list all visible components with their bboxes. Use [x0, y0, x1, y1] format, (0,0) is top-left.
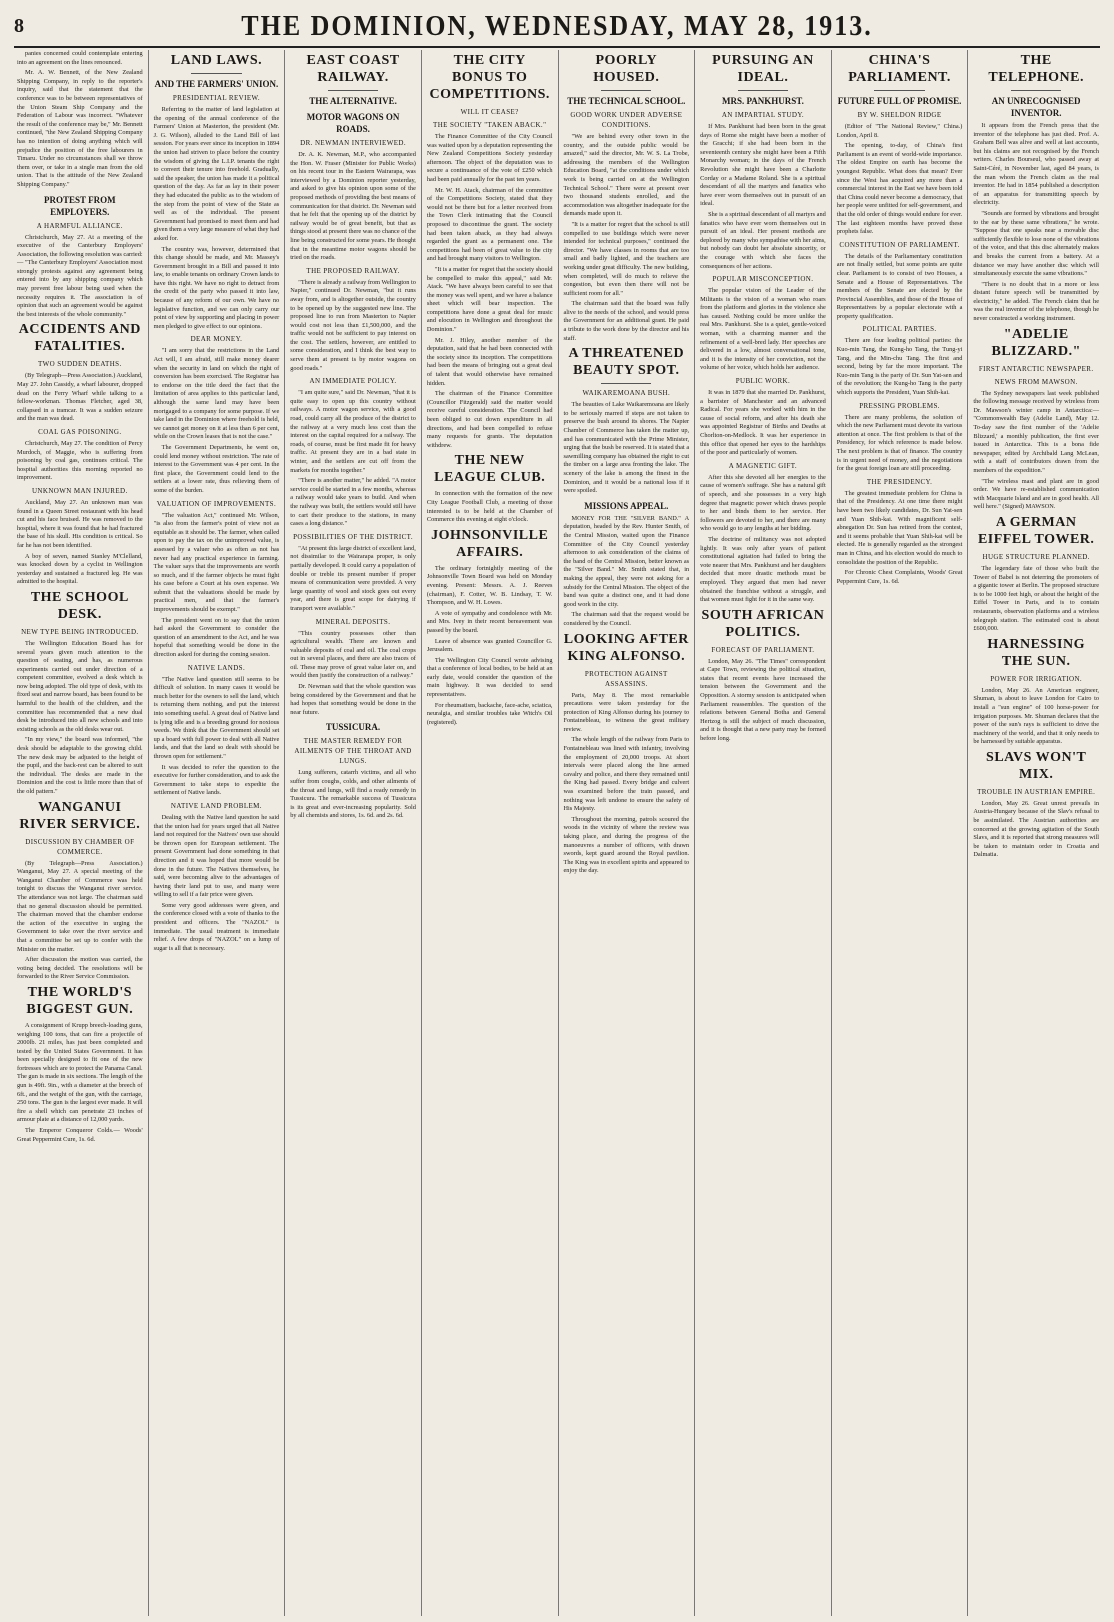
article-paragraph: (By Telegraph—Press Association.) Wanganui, May 27. A special meeting of the Wanganui Chamber of Commerce was held tonight to discuss the Wanganui river service. The attendance was not large. The chairman said that no general discussion should be permitted. The chairman moved that the chamber endorse the action of the executive in urging the Government to take over the river service and that a committee be set up to confer with the Minister on the matter. [17, 859, 143, 953]
article-paragraph: "There is already a railway from Wellington to Napier," continued Dr. Newman, "but it runs away from, and is altogether outside, the country to be opened up by the suggested new line. The proposed line to run from Masterton to Napier would cost not less than £1,500,000, and the traffic would not be sufficient to pay interest on the cost. The settlers, however, are entitled to some consideration, and I think the best way to serve them at present is by motor wagons on good roads." [290, 278, 416, 372]
article-subheading: PROTEST FROM EMPLOYERS. [44, 194, 116, 217]
column-4 [422, 50, 559, 1616]
article-paragraph: (Editor of "The National Review," China.) London, April 8. [836, 123, 963, 139]
article-paragraph: The Wellington City Council wrote advising that a conference of local bodies, to be held at an early date, would consider the question of the main highway. It was decided to send representatives. [426, 656, 553, 699]
article-paragraph: "The valuation Act," continued Mr. Wilson, "is also from the farmer's point of view not as equitable as it should be. The farmer, when called upon to pay the tax on the unimproved value, is assessed by a valuer who as often as not has never had any practical experience in farming. The valuer says that the improvements are worth so much, and if the farmer objects he must fight his case before a Court at his own expense. We submit that the valuations should be made by practical men, and that the farmer's improvements should be exempt." [153, 511, 280, 614]
article-paragraph: The ordinary fortnightly meeting of the Johnsonville Town Board was held on Monday evening. Present: Messrs. A. J. Reeves (chairman), F. Cotter, W. B. Lindsay, T. W. Thompson, and W. H. Lowes. [426, 564, 553, 607]
article-headline: LAND LAWS. [170, 53, 263, 68]
article-headline: THE CITY BONUS TO COMPETITIONS. [429, 53, 550, 102]
article-headline: A THREATENED BEAUTY SPOT. [568, 346, 685, 379]
article-paragraph: The chairman of the Finance Committee (Councillor Fitzgerald) said the matter would receive careful consideration. The Council had been obliged to cut down expenditure in all directions, and had been compelled to refuse many requests for grants. The deputation withdrew. [426, 390, 553, 449]
article-subheading: AN UNRECOGNISED INVENTOR. [991, 96, 1081, 118]
article-paragraph: The greatest immediate problem for China is that of the Presidency. At one time there might have been two likely candidates, Dr. Sun Yat-sen and Yuan Shih-kai. With magnificent self-abnegation Dr. Sun has retired from the contest, and it seems probable that Yuan Shih-kai will be elected. He is generally regarded as the strongest man in China, and his election would do much to consolidate the position of the Republic. [836, 489, 963, 566]
article-paragraph: Referring to the matter of land legislation at the opening of the annual conference of the Farmers' Union at Masterton, the president (Mr. J. G. Wilson), alluded to the Land Bill of last session. For years ever since its inception in 1894 the union had striven to place before the country the wisdom of giving the L.I.P. tenants the right to convert their tenure into freehold. Gradually, said the speaker, the union has made it a political question of the day. As far as lay in their power they had educated the public as to the wisdom of the step from the point of view of the State as well as of the individual. The present Government had promised to meet them and had given them a very large measure of what they had asked for. [153, 106, 280, 242]
article-kicker: POPULAR MISCONCEPTION. [712, 275, 814, 284]
article-paragraph: The chairman said that the board was fully alive to the needs of the school, and would press the Government for an additional grant. He paid a tribute to the work done by the director and his staff. [563, 300, 690, 342]
article-paragraph: The president went on to say that the union had asked the Government to consider the question of an amendment to the Act, and he was hopeful that something would be done in the direction asked for during the coming session. [153, 616, 280, 659]
article-paragraph: The legendary fate of those who built the Tower of Babel is not deterring the promoters of a gigantic tower at Berlin. The proposed structure is to be 1000 feet high, or about the height of the Eiffel Tower in Paris, and is to contain restaurants, observation platforms and a wireless telegraph station. The estimated cost is about £600,000. [973, 564, 1099, 633]
headline-rule [738, 90, 788, 91]
article-kicker: POSSIBILITIES OF THE DISTRICT. [293, 532, 413, 541]
article-paragraph: "I am sorry that the restrictions in the Land Act will, I am afraid, still make money dearer when the security in land on which the right of conversion has been exercised. The Registrar has to endorse on the title deed the fact that the limitation of area applies to this particular land, although the same land may have been mortgaged to a company for some purpose. If we take land in the Dominion where freehold is held, we cannot get money on it at less than 6 per cent, while on the Crown leases that is not the case." [153, 347, 280, 441]
article-headline: A GERMAN EIFFEL TOWER. [977, 514, 1095, 547]
article-kicker: THE SOCIETY "TAKEN ABACK." [433, 121, 547, 129]
article-paragraph: Auckland, May 27. An unknown man was found in a Queen Street restaurant with his head cut and his face bruised. He was removed to the hospital, where it was found that he had fractured the base of his skull. His condition is critical. So far he has not been identified. [17, 498, 143, 549]
article-kicker: TROUBLE IN AUSTRIAN EMPIRE. [977, 787, 1096, 796]
article-kicker: MINERAL DEPOSITS. [315, 617, 391, 626]
article-kicker: POLITICAL PARTIES. [862, 325, 937, 334]
column-7 [832, 50, 969, 1616]
article-paragraph: London, May 26. "The Times" correspondent at Cape Town, reviewing the political situation, states that recent events have increased the tension between the Government and the Opposition. A stormy session is anticipated when Parliament reassembles. The question of the relations between General Botha and General Hertzog is still the subject of much discussion, and it is thought that a new party may be formed before long. [700, 657, 826, 743]
article-paragraph: It was in 1879 that she married Dr. Pankhurst, a barrister of Manchester and an advanced Radical. For years she worked with him in the cause of social reform, and after his death she was appointed Registrar of Births and Deaths at Chorlton-on-Medlock. It was her experience in this office that opened her eyes to the hardships of the poor and particularly of women. [700, 389, 826, 457]
article-kicker: THE PRESIDENCY. [866, 477, 933, 486]
article-headline: ACCIDENTS AND FATALITIES. [18, 322, 141, 355]
article-kicker: TWO SUDDEN DEATHS. [38, 360, 122, 369]
article-paragraph: A vote of sympathy and condolence with Mr. and Mrs. Ivey in their recent bereavement was passed by the board. [426, 609, 553, 634]
article-paragraph: Paris, May 8. The most remarkable precautions were taken yesterday for the protection of King Alfonso during his journey to Fontainebleau, to witness the great military review. [563, 691, 690, 733]
article-kicker: BY W. SHELDON RIDGE [857, 111, 942, 119]
article-kicker: WILL IT CEASE? [460, 108, 519, 116]
article-paragraph: Christchurch, May 27. The condition of Percy Murdoch, of Maggie, who is suffering from poisoning by coal gas, continues critical. The hospital authorities this morning reported no improvement. [17, 440, 143, 482]
article-paragraph: The country was, however, determined that this change should be made, and Mr. Massey's Government brought in a Bill and passed it into law, to enable tenants on ordinary Crown lands to have this right. We have no right to detract from the credit of the party who passed it into law, because of any reform of our own. We have no legislative function, and we can only carry our point of view by supporting and placing in power men pledged to give effect to our opinions. [153, 245, 280, 330]
article-kicker: CONSTITUTION OF PARLIAMENT. [839, 240, 960, 249]
article-paragraph: Mr. A. W. Bennett, of the New Zealand Shipping Company, in reply to the reporter's inquiry, said that the statement that the conference was to be between representatives of the Union Steam Ship Company and the Federation of Labour was incorrect. "Whatever the result of the conference may be," Mr. Bennett continued, "the New Zealand Shipping Company has no intention of doing anything which will prejudice the position of the free labourers in Timaru. Under no circumstances shall we throw them over, or take in a single man from the old union. That is the attitude of the New Zealand Shipping Company." [17, 69, 143, 188]
article-paragraph: The doctrine of militancy was not adopted lightly. It was only after years of patient constitutional agitation had failed to bring the vote nearer that Mrs. Pankhurst and her daughters decided that more drastic methods must be employed. They argued that men had never obtained the franchise without a struggle, and that women must fight for it in the same way. [700, 535, 826, 604]
article-paragraph: A consignment of Krupp breech-loading guns, weighing 100 tons, that can fire a projectile of 2000lb. 21 miles, has just been completed and tested by the United States Government. It has been specially designed to fit one of the new fortresses which are to protect the Panama Canal. The gun is made in six sections. The length of the gun is 49ft. 9in., with a diameter at the breech of 6ft., and the weight of the gun, with the carriage, 250 tons. The gun is the largest ever made. It will fire a shell which can penetrate 23 inches of armour plate at a distance of 12,000 yards. [17, 1021, 143, 1124]
article-paragraph: The details of the Parliamentary constitution are not finally settled, but some points are quite clear. Parliament is to consist of two Houses, a Senate and a House of Representatives. The members of the Senate are elected by the Provincial Assemblies, and those of the House of Representatives by a popular electorate with a property qualification. [836, 252, 963, 320]
article-paragraph: The opening, to-day, of China's first Parliament is an event of world-wide importance. The oldest Empire on earth has become the youngest Republic. What does that mean? Ever since the West has acquired any more than a commercial interest in the East we have been told that China could never become a democracy, that her people were unfitted for self-government, and that the old order of things would endure for ever. The last eighteen months have proved these prophets false. [836, 142, 963, 236]
column-5 [559, 50, 696, 1616]
article-kicker: NATIVE LANDS. [187, 663, 246, 672]
headline-rule [601, 90, 651, 91]
article-kicker: NEWS FROM MAWSON. [994, 377, 1078, 386]
article-headline: THE NEW LEAGUE CLUB. [434, 453, 546, 486]
headline-rule [1011, 90, 1061, 91]
article-paragraph: "There is no doubt that in a more or less distant future speech will be transmitted by electricity," he added. The French claim that he was the real inventor of the telephone, though he never constructed a working instrument. [973, 280, 1099, 323]
article-paragraph: There are four leading political parties: the Kuo-min Tang, the Kung-ho Tang, the Tung-yi Tang, and the Min-chu Tang. The first and second, being by far the more important. The Kuo-min Tang is the party of Dr. Sun Yat-sen and of the revolution; the Kung-ho Tang is the party which supports the President, Yuan Shih-kai. [836, 337, 963, 397]
article-subheading: MOTOR WAGONS ON ROADS. [306, 112, 400, 134]
article-headline: HARNESSING THE SUN. [987, 636, 1085, 669]
article-paragraph: The Finance Committee of the City Council was waited upon by a deputation representing the New Zealand Competitions Society yesterday afternoon. The object of the deputation was to secure a continuance of the vote of £250 which had been paid annually for the past ten years. [426, 133, 553, 183]
article-kicker: NATIVE LAND PROBLEM. [170, 801, 262, 810]
article-subheading: MRS. PANKHURST. [721, 96, 804, 106]
article-paragraph: "At present this large district of excellent land, not dissimilar to the Wairarapa proper, is only partially developed. It could carry a population of double or treble its present number if proper means of communication were provided. A very large quantity of wool and stock goes out every year, and there is great scope for dairying if transport were available." [290, 544, 416, 612]
article-paragraph: "There is another matter," he added. "A motor service could be started in a few months, whereas a railway would take years to build. And when the railway was built, the settlers would still have to cart their produce to the stations, in many cases a long distance." [290, 477, 416, 528]
article-kicker: FIRST ANTARCTIC NEWSPAPER. [978, 364, 1094, 373]
article-paragraph: She is a spiritual descendant of all martyrs and fanatics who have ever worn themselves out in pursuit of an ideal. Her present methods are deplored by many who sympathise with her aims, but nobody can doubt her absolute sincerity, or the courage with which she faces the consequences of her actions. [700, 210, 826, 270]
article-paragraph: The beauties of Lake Waikaremoana are likely to be seriously marred if steps are not taken to preserve the bush around its shores. The Napier Chamber of Commerce has taken the matter up, and has communicated with the Prime Minister, urging that the bush be reserved. It is stated that a sawmilling company has obtained the right to cut the timber on a large area fronting the lake. The scenery of the lake is among the finest in the Dominion, and it would be a national loss if it were spoiled. [563, 401, 690, 495]
article-paragraph: "In my view," the board was informed, "the desk should be adaptable to the growing child. The new desk may be adjusted to the height of the pupil, and the back-rest can be altered to suit the individual. The desks are made in the Dominion and the cost is little more than that of the old pattern." [17, 736, 143, 795]
article-paragraph: London, May 26. An American engineer, Shuman, is about to leave London for Cairo to install a "sun engine" of 100 horse-power for irrigation purposes. Mr. Shuman declares that the power of the sun's rays is sufficient to drive the machinery of the world, and that it only needs to be harnessed by suitable apparatus. [973, 686, 1099, 746]
article-headline: THE SCHOOL DESK. [30, 589, 129, 622]
article-kicker: VALUATION OF IMPROVEMENTS. [156, 499, 277, 508]
article-headline: SLAVS WON'T MIX. [986, 749, 1087, 782]
article-kicker: FORECAST OF PARLIAMENT. [711, 645, 815, 654]
article-headline: POORLY HOUSED. [593, 53, 660, 85]
article-paragraph: Dealing with the Native land question he said that the union had for years urged that all Native land not required for the Natives' own use should be thrown open for European settlement. The present Government had done something in that direction and it was hoped that more would be done in the future. The Natives themselves, he said, were becoming alive to the advantages of having their land put to use, and many were willing to sell if a fair price were given. [153, 813, 280, 899]
article-kicker: A MAGNETIC GIFT. [728, 461, 798, 470]
article-kicker: PRESSING PROBLEMS. [859, 401, 940, 410]
article-paragraph: Mr. J. Hiley, another member of the deputation, said that he had been connected with the society since its inception. The competitions had been the means of bringing out a great deal of talent that would otherwise have remained hidden. [426, 336, 553, 387]
article-paragraph: Christchurch, May 27. At a meeting of the executive of the Canterbury Employers' Association, the following resolution was carried:— "The Canterbury Employers' Association most strongly protests against any agreement being entered into by any shipping company which may prevent free labour being used when the necessity requires it. The association is of opinion that such an agreement would be against the best interests of the whole community." [17, 233, 143, 318]
article-paragraph: The Sydney newspapers last week published the following message received by wireless from Dr. Mawson's winter camp in Antarctica:— "Commonwealth Bay (Adelie Land), May 12. To-day saw the first number of the 'Adelie Blizzard,' a monthly publication, the first ever issued in Antarctica. This is a bona fide newspaper, edited by Archibald Lang McLean, with a staff of contributors drawn from the members of the expedition." [973, 389, 1099, 474]
article-paragraph: Throughout the morning, patrols scoured the woods in the vicinity of where the review was taking place, and during the progress of the manoeuvres a number of officers, with drawn swords, kept guard around the Royal pavilion. The King was in excellent spirits and appeared to enjoy the day. [563, 815, 690, 875]
article-kicker: PUBLIC WORK. [735, 377, 791, 386]
article-kicker: PRESIDENTIAL REVIEW. [172, 94, 261, 102]
article-kicker: DEAR MONEY. [190, 335, 243, 344]
article-kicker: PROTECTION AGAINST ASSASSINS. [584, 669, 668, 688]
article-headline: THE TELEPHONE. [988, 53, 1084, 85]
article-paragraph: "The Native land question still seems to be difficult of solution. In many cases it would be much better for the owners to sell the land, which is returning them nothing, and put the interest into something useful. A great deal of Native land is lying idle and is a breeding ground for noxious weeds. We think that the Government should set up a board with full power to deal with all Native lands, and that the land so dealt with should be thrown open for settlement." [153, 675, 280, 760]
article-paragraph: The whole length of the railway from Paris to Fontainebleau was lined with infantry, involving the employment of 20,000 troops. At short intervals were placed along the line armed cavalry and police, and there they remained until the King had passed. Every bridge and culvert was examined before the train passed, and nothing was left undone to ensure the safety of His Majesty. [563, 736, 690, 813]
article-kicker: AN IMMEDIATE POLICY. [309, 377, 397, 386]
article-paragraph: If Mrs. Pankhurst had been born in the great days of Rome she might have been a mother of the Gracchi; if she had been born in the seventeenth century she might have been a Fifth Monarchy woman; in the days of the French Revolution she might have been a Charlotte Corday or a Madame Roland. She is a spiritual descendant of all the martyrs and fanatics who have ever worn themselves out in pursuit of an ideal. [700, 123, 826, 208]
article-kicker: DR. NEWMAN INTERVIEWED. [300, 139, 406, 147]
article-paragraph: "It is a matter for regret that the society should be compelled to make this appeal," said Mr. Atack. "We have always been careful to see that the money was well spent, and we have a balance sheet which will bear inspection. The competitions have done a great deal for music and elocution in Wellington and throughout the Dominion." [426, 265, 553, 334]
article-paragraph: For Chronic Chest Complaints, Woods' Great Peppermint Cure, 1s. 6d. [836, 569, 963, 585]
article-kicker: A HARMFUL ALLIANCE. [36, 221, 123, 230]
article-subheading: AND THE FARMERS' UNION. [154, 79, 279, 89]
article-kicker: HUGE STRUCTURE PLANNED. [982, 552, 1090, 561]
article-headline: PURSUING AN IDEAL. [712, 53, 814, 85]
article-headline: THE WORLD'S BIGGEST GUN. [26, 984, 134, 1017]
article-paragraph: The chairman said that the request would be considered by the Council. [563, 611, 690, 627]
article-paragraph: The Government Departments, he went on, could lend money without restriction. The rate of interest to the Government was 4 per cent. In the first place, the Government could lend to the settlers at a lower rate, thus relieving them of some of the burden. [153, 443, 280, 494]
article-headline: JOHNSONVILLE AFFAIRS. [431, 527, 549, 560]
column-3 [285, 50, 422, 1616]
article-subheading: THE TECHNICAL SCHOOL. [567, 96, 686, 106]
headline-rule [191, 73, 241, 74]
headline-rule [874, 90, 924, 91]
article-subheading: MISSIONS APPEAL. [584, 500, 669, 511]
article-subheading: FUTURE FULL OF PROMISE. [837, 96, 962, 106]
column-8 [968, 50, 1104, 1616]
headline-rule [601, 383, 651, 384]
article-paragraph: For rheumatism, backache, face-ache, sciatica, neuralgia, and similar troubles take Witch's Oil (registered). [426, 701, 553, 726]
headline-rule [328, 90, 378, 91]
article-kicker: UNKNOWN MAN INJURED. [31, 486, 128, 495]
article-paragraph: "The wireless mast and plant are in good order. We have re-established communication with Macquarie Island and are in good health. All well here." (Signed) MAWSON. [973, 477, 1099, 511]
article-paragraph: "We are behind every other town in the country, and the outside public would be amazed," said the director, Mr. W. S. La Trobe, addressing the members of the Wellington Education Board, "at the conditions under which work is being carried on at the Wellington Technical School." There were at present over two thousand students enrolled, and the accommodation was altogether inadequate for the demands made upon it. [563, 133, 690, 218]
article-headline: WANGANUI RIVER SERVICE. [19, 799, 141, 832]
article-headline: SOUTH AFRICAN POLITICS. [701, 607, 825, 640]
article-paragraph: "Sounds are formed by vibrations and brought to the ear by these same vibrations," he wrote. "Suppose that one speaks near a movable disc sufficiently flexible to lose none of the vibrations of the voice, and that this disc alternately makes and breaks the current from a battery. At a distance we may have another disc which will simultaneously execute the same vibrations." [973, 209, 1099, 278]
columns-area [12, 50, 1104, 1616]
article-paragraph: "I am quite sure," said Dr. Newman, "that it is quite easy to open up this country without railways. A motor wagon service, with a good road, could carry all the produce of the district to the railway at a very much less cost than the interest on the capital required for a railway. The roads, of course, must be first made fit for heavy traffic. At present they are in a bad state in winter, and the settlers are cut off from the markets for months together." [290, 389, 416, 474]
article-headline: EAST COAST RAILWAY. [306, 53, 400, 85]
article-subheading: TUSSICURA. [325, 722, 381, 733]
column-1 [12, 50, 149, 1616]
article-paragraph: panies concerned could contemplate entering into an agreement on the lines renounced. [17, 50, 143, 66]
article-kicker: WAIKAREMOANA BUSH. [582, 389, 671, 398]
article-kicker: NEW TYPE BEING INTRODUCED. [21, 627, 139, 636]
article-kicker: THE MASTER REMEDY FOR AILMENTS OF THE THROAT AND LUNGS. [294, 737, 412, 766]
article-paragraph: It was decided to refer the question to the executive for further consideration, and to ask the Government to take steps to expedite the settlement of Native lands. [153, 763, 280, 797]
article-kicker: COAL GAS POISONING. [38, 428, 122, 436]
newspaper-title: THE DOMINION, WEDNESDAY, MAY 28, 1913. [241, 9, 873, 42]
article-paragraph: "It is a matter for regret that the school is still compelled to use buildings which were never intended for technical purposes," continued the director. "We have classes in rooms that are too small and badly lighted, and the teachers are working under great difficulty. The new building, when completed, will do much to relieve the congestion, but even then there will not be sufficient room for all." [563, 220, 690, 297]
article-paragraph: MONEY FOR THE "SILVER BAND." A deputation, headed by the Rev. Hunter Smith, of the Central Mission, waited upon the Finance Committee of the City Council yesterday afternoon to ask consideration of the claims of the band of the Central Mission, better known as the "Silver Band." Mr. Smith stated that, in making the appeal, they were not asking for a subsidy for the Central Mission. The object of the band was quite a distinct one, and it had done good work in the city. [563, 514, 690, 608]
article-paragraph: A boy of seven, named Stanley M'Clelland, was knocked down by a cyclist in Wellington yesterday and sustained a fractured leg. He was admitted to the hospital. [17, 552, 143, 586]
masthead [14, 6, 1100, 48]
article-paragraph: There are many problems, the solution of which the new Parliament must devote its various attention at once. The first problem is that of the Presidency, for which reference is made below. The next problem is that of finance. The country is in urgent need of money, and the negotiations for the great foreign loan are still proceeding. [836, 413, 963, 473]
article-headline: "ADELIE BLIZZARD." [991, 326, 1081, 359]
article-paragraph: It appears from the French press that the inventor of the telephone has just died. Prof. A. Graham Bell was alive and well at last accounts, but his claims are not recognised by the French writers. Charles Bourseul, who passed away at Saint-Céré, in November last, aged 84 years, is the man whom the French claim as the real inventor. He had in 1854 published a description of an apparatus for transmitting speech by electricity. [973, 122, 1099, 207]
article-paragraph: Leave of absence was granted Councillor G. Jerusalem. [426, 637, 553, 654]
page-number: 8 [14, 14, 24, 37]
article-headline: CHINA'S PARLIAMENT. [848, 53, 951, 85]
article-paragraph: The popular vision of the Leader of the Militants is the vision of a woman who roars from the platform and glories in the violence she has caused. Nothing could be more unlike the real Mrs. Pankhurst. She is a quiet, gentle-voiced woman, with a charming manner and the refinement of a well-bred lady. Her speeches are delivered in a low, almost conversational tone, and it is the intensity of her conviction, not the volume of her voice, which holds her audience. [700, 287, 826, 372]
article-paragraph: After this she devoted all her energies to the cause of women's suffrage. She has a natural gift of speech, and she possesses in a very high degree that magnetic power which draws people to her and binds them to her service. Her followers are devoted to her, and there are many who would go to any lengths at her bidding. [700, 473, 826, 533]
article-paragraph: "This country possesses other than agricultural wealth. There are known and valuable deposits of coal and oil. The coal crops out in several places, and there are also traces of oil. These may prove of great value later on, and would then justify the construction of a railway." [290, 629, 416, 680]
article-paragraph: London, May 26. Great unrest prevails in Austria-Hungary because of the Slav's refusal to be assimilated. The Austrian authorities are concerned at the growing agitation of the South Slavs, and it is reported that strong measures will be taken to maintain order in Croatia and Dalmatia. [973, 799, 1099, 859]
article-kicker: THE PROPOSED RAILWAY. [306, 266, 400, 275]
article-headline: LOOKING AFTER KING ALFONSO. [563, 631, 689, 664]
article-kicker: DISCUSSION BY CHAMBER OF COMMERCE. [25, 837, 135, 856]
article-paragraph: Dr. Newman said that the whole question was being considered by the Government and that he had hopes that something would be done in the near future. [290, 683, 416, 716]
article-kicker: AN IMPARTIAL STUDY. [721, 111, 805, 119]
article-paragraph: Lung sufferers, catarrh victims, and all who suffer from coughs, colds, and other ailments of the throat and lungs, will find a ready remedy in Tussicura. The remarkable success of Tussicura is its great and ever-increasing popularity. Sold by all chemists and stores, 1s. 6d. and 2s. 6d. [290, 769, 416, 820]
article-paragraph: After discussion the motion was carried, the voting being decided. The resolutions will be forwarded to the River Service Commission. [17, 956, 143, 981]
article-kicker: GOOD WORK UNDER ADVERSE CONDITIONS. [570, 111, 683, 129]
column-2 [149, 50, 286, 1616]
article-paragraph: In connection with the formation of the new City League Football Club, a meeting of those interested is to be held at the Chamber of Commerce this evening at eight o'clock. [426, 490, 553, 524]
article-paragraph: The Emperor Conqueror Colds.— Woods' Great Peppermint Cure, 1s. 6d. [17, 1127, 143, 1143]
article-subheading: THE ALTERNATIVE. [309, 96, 397, 106]
column-6 [695, 50, 832, 1616]
article-paragraph: (By Telegraph—Press Association.) Auckland, May 27. John Cassidy, a wharf labourer, dropped dead on the Ferry Wharf while talking to a fellow-workman. Thomas Fletcher, aged 38, collapsed in a tramcar. It was a sudden seizure and the man was dead. [17, 372, 143, 423]
article-kicker: POWER FOR IRRIGATION. [990, 674, 1083, 683]
article-paragraph: Some very good addresses were given, and the conference closed with a vote of thanks to the president and officers. The "NAZOL" is immediate. The usual treatment is immediate relief. A few drops of "NAZOL" on a lump of sugar is all that is necessary. [153, 901, 280, 952]
article-paragraph: Dr. A. K. Newman, M.P., who accompanied the Hon. W. Fraser (Minister for Public Works) on his recent tour in the Eastern Wairarapa, was interviewed by a Dominion reporter yesterday, and asked to give his opinion upon some of the proposed methods of providing the best means of communication for that district. Dr. Newman said that he felt that the opening up of the district by railway would be of great benefit, but that as things stood at present there was no chance of the line being constructed for some years. He thought that in the meantime motor wagons should be tried on the roads. [290, 151, 416, 262]
article-paragraph: Mr. W. H. Atack, chairman of the committee of the Competitions Society, stated that they would not be there but for a letter received from the Town Clerk intimating that the Council proposed to discontinue the grant. The society had been taken aback, as they had always regarded the grant as a permanent one. The competitions had been of great value to the city and had brought many visitors to Wellington. [426, 186, 553, 263]
article-paragraph: The Wellington Education Board has for several years given much attention to the question of seating, and has, as numerous experiments carried out under direction of a competent committee, evolved a desk which is now being adopted. The old type of desk, with its fixed seat and narrow board, has been found to be harmful to the health of the children, and the committee has recommended that a new dual desk be introduced into all new schools and into existing schools as the old desks wear out. [17, 639, 143, 733]
